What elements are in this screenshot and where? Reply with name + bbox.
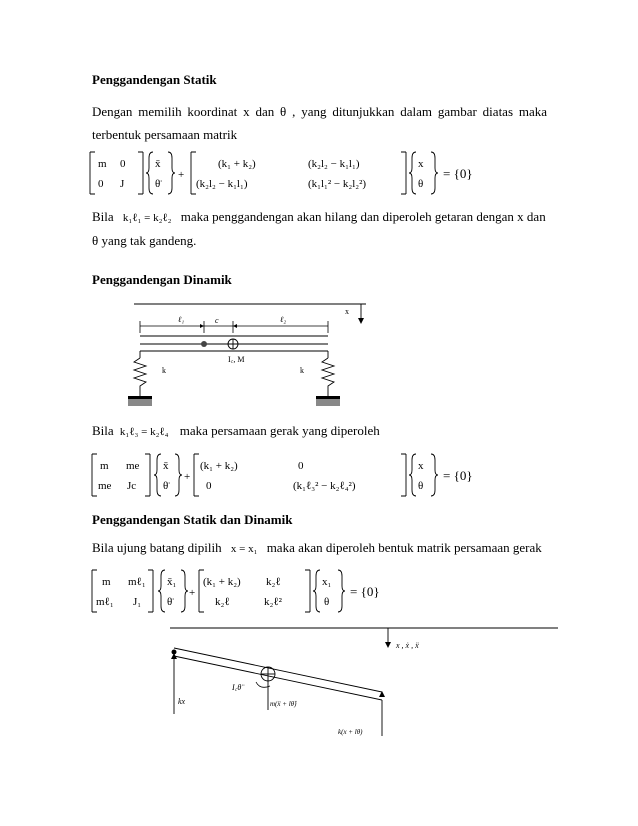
label-inertia: I꜀θ̈: [232, 683, 242, 692]
eq3-stiff-21: k₂ℓ: [215, 596, 230, 608]
left-ground: [128, 396, 152, 399]
eq2-accel-x: x̄: [163, 460, 169, 472]
x-arrow-icon: [385, 642, 391, 648]
beam-bottom-edge: [174, 656, 382, 700]
section-heading-dinamik: Penggandengan Dinamik: [92, 272, 232, 287]
equation-1: [88, 148, 558, 198]
eq3-mass-21: mℓ₁: [96, 596, 114, 608]
label-l1: ℓ₁: [178, 315, 185, 324]
eq1-stiff-21: (k₂l₂ − k₁l₁): [196, 178, 248, 190]
label-x: x: [345, 307, 349, 316]
paragraph-statik: [92, 100, 547, 146]
eq1-stiff-12: (k₂l₂ − k₁l₁): [308, 158, 360, 170]
eq1-mass-22: J: [120, 178, 125, 190]
statik-condition-line: [92, 209, 547, 225]
dinamik-condition-line: [92, 423, 380, 439]
eq3-mass-22: J₁: [133, 596, 142, 608]
right-spring-icon: [322, 358, 334, 396]
eq1-mass-11: m: [98, 158, 107, 170]
equation-2: [88, 450, 558, 500]
text-condition-result: maka penggandengan akan hilang dan diperoleh getaran dengan x dan: [180, 209, 546, 224]
left-ground-hatch: [128, 399, 152, 406]
eq3-mass-11: m: [102, 576, 111, 588]
plus-sign: +: [189, 587, 196, 599]
eq2-rhs: = {0}: [443, 468, 473, 483]
eq2-disp-x: x: [418, 460, 424, 472]
eq1-disp-x: x: [418, 158, 424, 170]
eq1-stiff-22: (k₁l₁² − k₂l₂²): [308, 178, 367, 190]
eq1-stiff-11: (k₁ + k₂): [218, 158, 256, 170]
eq3-rhs: = {0}: [350, 584, 380, 599]
label-kx: kx: [178, 697, 186, 706]
eq3-accel-theta: θ̈: [167, 596, 173, 608]
section-heading-statik: Penggandengan Statik: [92, 72, 217, 87]
text-condition-result: maka persamaan gerak yang diperoleh: [179, 423, 380, 438]
eq3-stiff-12: k₂ℓ: [266, 576, 281, 588]
eq3-disp-theta: θ: [324, 596, 330, 608]
equation-3: [88, 566, 558, 616]
eq1-rhs: = {0}: [443, 166, 473, 181]
eq3-accel-x: x̄₁: [167, 576, 177, 588]
plus-sign: +: [178, 169, 185, 181]
label-k-right: k: [300, 366, 304, 375]
x-arrow-icon: [358, 318, 364, 324]
eq3-mass-12: mℓ₁: [128, 576, 146, 588]
condition-2: k₁ℓ₃ = k₂ℓ₄: [119, 426, 169, 438]
paragraph-line: terbentuk persamaan matrik: [92, 127, 238, 142]
eq1-disp-theta: θ: [418, 178, 424, 190]
text-para-b: maka akan diperoleh bentuk matrik persamaan gerak: [266, 540, 542, 555]
center-of-gravity-icon: [201, 341, 207, 347]
right-ground-hatch: [316, 399, 340, 406]
section-heading-statik-dinamik: Penggandengan Statik dan Dinamik: [92, 512, 293, 527]
eq2-mass-12: me: [126, 460, 140, 472]
eq2-stiff-21: 0: [206, 480, 212, 492]
label-top: x , ẋ , ẍ: [396, 641, 419, 650]
condition-3: x = x₁: [230, 543, 258, 555]
eq2-stiff-12: 0: [298, 460, 304, 472]
eq2-stiff-11: (k₁ + k₂): [200, 460, 238, 472]
eq2-mass-11: m: [100, 460, 109, 472]
label-force: m(ẍ + lθ̈): [270, 700, 297, 708]
eq3-stiff-22: k₂ℓ²: [264, 596, 282, 608]
eq3-stiff-11: (k₁ + k₂): [203, 576, 241, 588]
eq2-accel-theta: θ̈: [163, 480, 169, 492]
label-c: c: [215, 316, 219, 325]
beam-top-edge: [174, 648, 382, 692]
eq1-mass-12: 0: [120, 158, 126, 170]
label-center: I꜀, M: [228, 355, 245, 364]
label-k-left: k: [162, 366, 166, 375]
plus-sign: +: [184, 471, 191, 483]
eq1-accel-x: x̄: [155, 158, 161, 170]
text-bila: Bila: [92, 423, 114, 438]
label-spring: k(x + lθ): [338, 728, 363, 736]
eq1-accel-theta: θ̈: [155, 178, 161, 190]
paragraph-line: Dengan memilih koordinat x dan θ , yang ditunjukkan dalam gambar diatas maka: [92, 104, 547, 119]
statik-dinamik-line: [92, 540, 542, 556]
left-spring-icon: [134, 358, 146, 396]
label-l2: ℓ₂: [280, 315, 287, 324]
right-ground: [316, 396, 340, 399]
eq2-stiff-22: (k₁ℓ₃² − k₂ℓ₄²): [293, 480, 356, 492]
figure-dynamic-coupling: [120, 300, 380, 412]
figure-static-dynamic-coupling: [160, 618, 570, 742]
eq3-disp-x: x₁: [322, 576, 332, 588]
eq2-disp-theta: θ: [418, 480, 424, 492]
eq1-mass-21: 0: [98, 178, 104, 190]
text-bila: Bila: [92, 209, 114, 224]
eq2-mass-21: me: [98, 480, 112, 492]
text-para-a: Bila ujung batang dipilih: [92, 540, 222, 555]
statik-condition-line-2: θ yang tak gandeng.: [92, 233, 197, 248]
condition-1: k₁ℓ₁ = k₂ℓ₂: [122, 212, 172, 224]
eq2-mass-22: Jc: [127, 480, 137, 492]
